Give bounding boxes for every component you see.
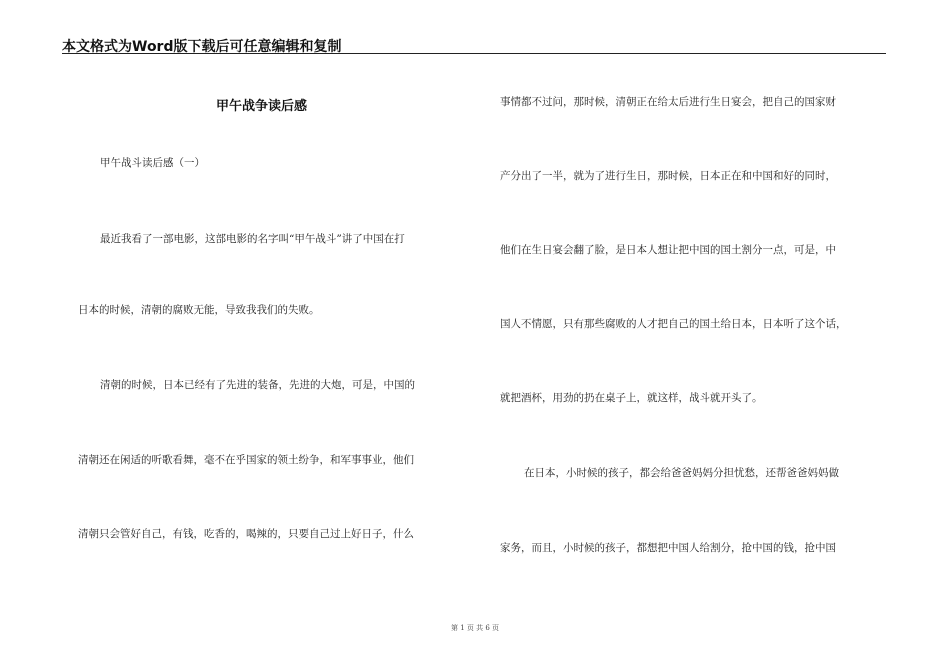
- right-line: 国人不情愿，只有那些腐败的人才把自己的国土给日本，日本听了这个话，: [500, 318, 847, 330]
- right-line: 就把酒杯，用劲的扔在桌子上，就这样，战斗就开头了。: [500, 392, 763, 404]
- left-line: 日本的时候，清朝的腐败无能，导致我我们的失败。: [78, 304, 320, 316]
- right-line: 产分出了一半，就为了进行生日，那时候，日本正在和中国和好的同时，: [500, 170, 836, 182]
- right-line: 事情都不过问，那时候，清朝正在给太后进行生日宴会，把自己的国家财: [500, 96, 836, 108]
- left-line: 清朝只会管好自己，有钱，吃香的，喝辣的，只要自己过上好日子，什么: [78, 528, 414, 540]
- left-line: 清朝还在闲适的听歌看舞，毫不在乎国家的领土纷争，和军事事业，他们: [78, 454, 414, 466]
- header-divider: [62, 53, 886, 54]
- header-banner: 本文格式为Word版下载后可任意编辑和复制: [62, 39, 342, 55]
- right-line: 家务，而且，小时候的孩子，都想把中国人给割分，抢中国的钱，抢中国: [500, 542, 836, 554]
- right-line: 在日本，小时候的孩子，都会给爸爸妈妈分担忧愁，还帮爸爸妈妈做: [524, 467, 839, 479]
- left-line-subtitle: 甲午战斗读后感（一）: [100, 157, 205, 169]
- right-line: 他们在生日宴会翻了脸，是日本人想让把中国的国土割分一点，可是，中: [500, 244, 836, 256]
- left-line: 最近我看了一部电影，这部电影的名字叫“甲午战斗”讲了中国在打: [100, 233, 405, 245]
- left-line: 清朝的时候，日本已经有了先进的装备，先进的大炮，可是，中国的: [100, 379, 415, 391]
- document-title: 甲午战争读后感: [216, 99, 308, 114]
- page-number-footer: 第 1 页 共 6 页: [450, 624, 500, 632]
